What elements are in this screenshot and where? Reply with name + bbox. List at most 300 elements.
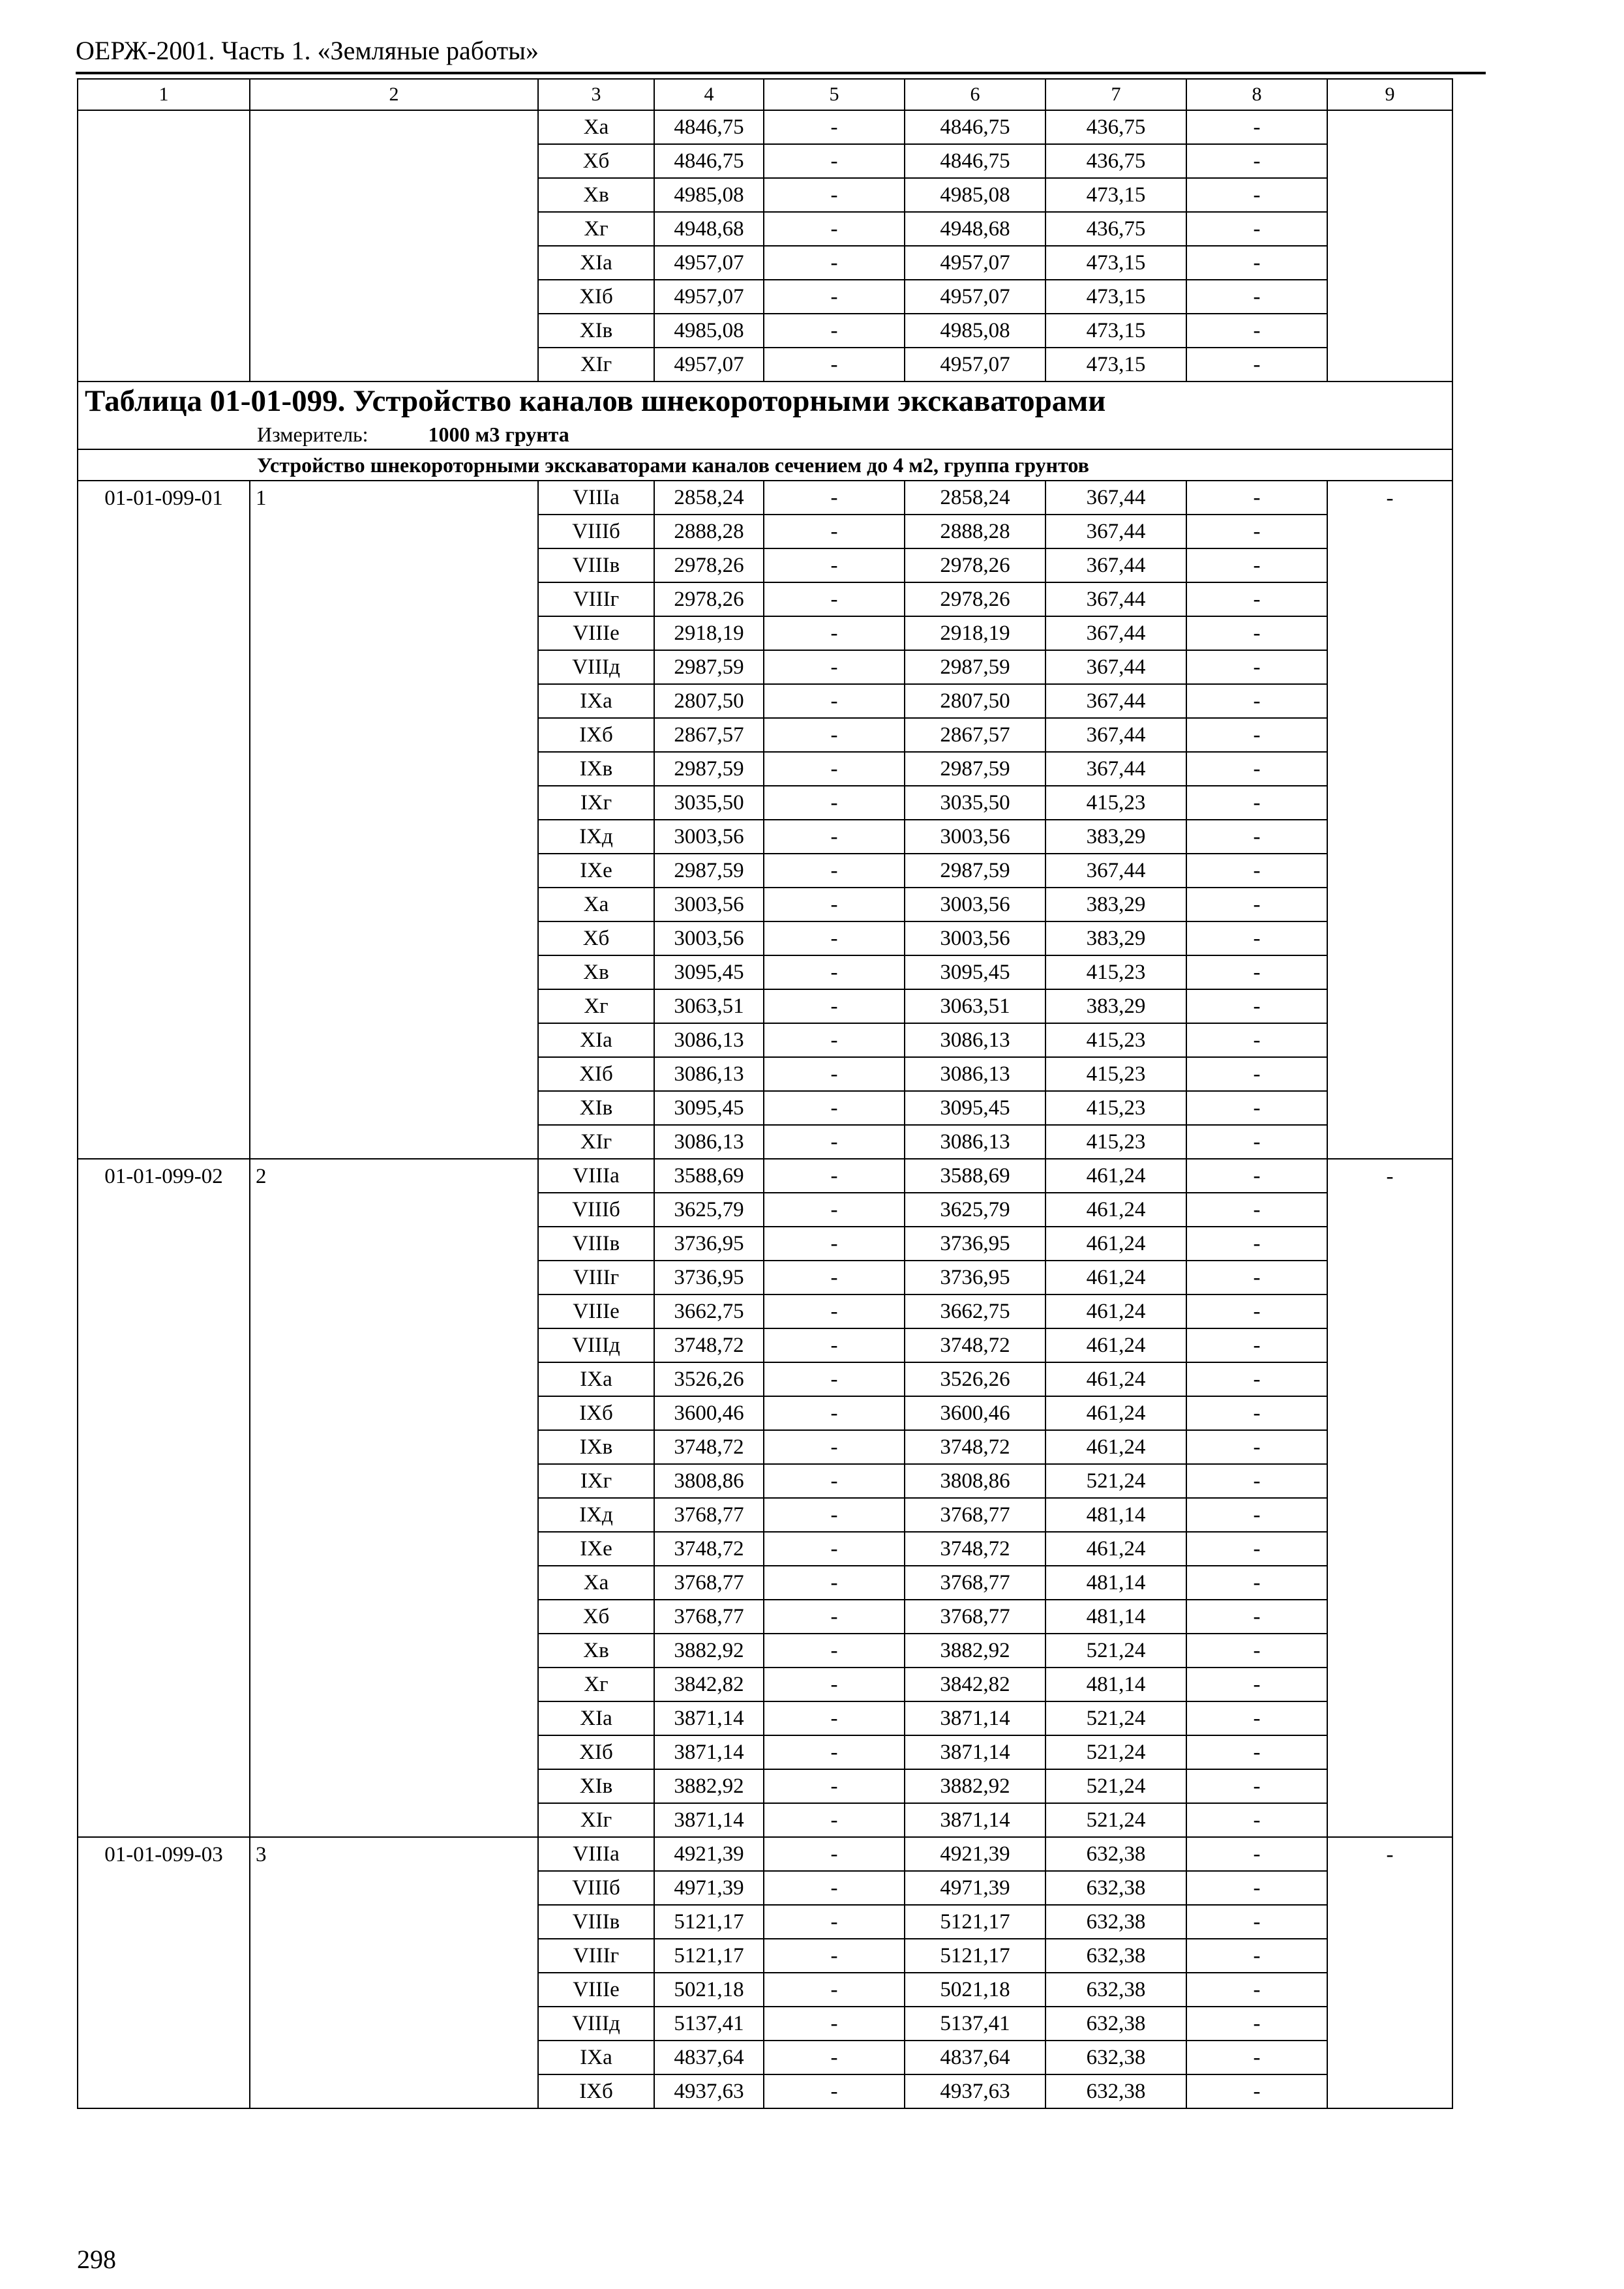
table-row — [78, 1837, 1452, 1871]
unit-label: Измеритель: — [257, 423, 368, 446]
soil-group-cell: IXе — [538, 1532, 654, 1566]
value-col6-cell: 3748,72 — [905, 1328, 1045, 1362]
value-col6-cell: 3600,46 — [905, 1396, 1045, 1430]
column-header-4: 4 — [654, 79, 764, 110]
value-col8-cell: - — [1186, 1973, 1327, 2007]
value-col7-cell: 632,38 — [1045, 2041, 1186, 2074]
soil-group-cell: VIIIб — [538, 1193, 654, 1227]
value-col7-cell: 367,44 — [1045, 854, 1186, 888]
value-col5-cell: - — [764, 1023, 905, 1057]
value-col5-cell: - — [764, 548, 905, 582]
soil-group-cell: VIIIб — [538, 515, 654, 548]
value-col5-cell: - — [764, 1057, 905, 1091]
soil-group-cell: VIIIв — [538, 548, 654, 582]
value-col7-cell: 415,23 — [1045, 786, 1186, 820]
value-col4-cell: 4957,07 — [654, 348, 764, 382]
rates-table — [77, 78, 1453, 2109]
value-col6-cell: 4971,39 — [905, 1871, 1045, 1905]
value-col6-cell: 3871,14 — [905, 1701, 1045, 1735]
value-col4-cell: 2987,59 — [654, 650, 764, 684]
value-col6-cell: 3095,45 — [905, 955, 1045, 989]
value-col4-cell: 2858,24 — [654, 481, 764, 515]
value-col8-cell: - — [1186, 854, 1327, 888]
value-col8-cell: - — [1186, 888, 1327, 921]
soil-group-cell: Xг — [538, 212, 654, 246]
soil-group-cell: XIб — [538, 1735, 654, 1769]
soil-group-cell: Xб — [538, 144, 654, 178]
value-col6-cell: 2858,24 — [905, 481, 1045, 515]
value-col6-cell: 3003,56 — [905, 820, 1045, 854]
value-col5-cell: - — [764, 854, 905, 888]
value-col5-cell: - — [764, 1430, 905, 1464]
column-header-5: 5 — [764, 79, 905, 110]
column-header-2: 2 — [250, 79, 538, 110]
soil-group-cell: Xа — [538, 888, 654, 921]
value-col6-cell: 3588,69 — [905, 1159, 1045, 1193]
soil-group-cell: VIIIа — [538, 1159, 654, 1193]
value-col5-cell: - — [764, 1939, 905, 1973]
value-col4-cell: 4846,75 — [654, 110, 764, 144]
value-col6-cell: 3768,77 — [905, 1566, 1045, 1600]
value-col6-cell: 2978,26 — [905, 548, 1045, 582]
soil-group-cell: VIIIг — [538, 1261, 654, 1294]
blank-name-cell — [250, 110, 538, 382]
soil-group-cell: VIIIа — [538, 481, 654, 515]
column-number-row — [78, 79, 1452, 110]
soil-group-cell: IXб — [538, 1396, 654, 1430]
value-col7-cell: 415,23 — [1045, 955, 1186, 989]
value-col4-cell: 3003,56 — [654, 820, 764, 854]
value-col7-cell: 461,24 — [1045, 1261, 1186, 1294]
table-title-row — [78, 382, 1452, 420]
value-col4-cell: 3086,13 — [654, 1057, 764, 1091]
value-col5-cell: - — [764, 246, 905, 280]
value-col6-cell: 3842,82 — [905, 1668, 1045, 1701]
value-col7-cell: 521,24 — [1045, 1701, 1186, 1735]
value-col6-cell: 3882,92 — [905, 1769, 1045, 1803]
value-col5-cell: - — [764, 1769, 905, 1803]
blank-code-cell — [78, 110, 250, 382]
value-col4-cell: 3736,95 — [654, 1261, 764, 1294]
value-col4-cell: 4957,07 — [654, 280, 764, 314]
soil-group-cell: Xв — [538, 955, 654, 989]
unit-row — [78, 420, 1452, 449]
value-col8-cell: - — [1186, 314, 1327, 348]
soil-group-cell: Xг — [538, 1668, 654, 1701]
value-col7-cell: 461,24 — [1045, 1532, 1186, 1566]
table-row — [78, 1159, 1452, 1193]
value-col7-cell: 367,44 — [1045, 515, 1186, 548]
value-col8-cell: - — [1186, 1871, 1327, 1905]
value-col7-cell: 481,14 — [1045, 1566, 1186, 1600]
value-col8-cell: - — [1186, 718, 1327, 752]
value-col7-cell: 632,38 — [1045, 1973, 1186, 2007]
soil-group-cell: Xв — [538, 1634, 654, 1668]
value-col7-cell: 481,14 — [1045, 1600, 1186, 1634]
value-col4-cell: 3871,14 — [654, 1701, 764, 1735]
value-col7-cell: 632,38 — [1045, 1905, 1186, 1939]
value-col7-cell: 461,24 — [1045, 1294, 1186, 1328]
value-col4-cell: 4948,68 — [654, 212, 764, 246]
value-col7-cell: 367,44 — [1045, 481, 1186, 515]
value-col6-cell: 3808,86 — [905, 1464, 1045, 1498]
value-col7-cell: 632,38 — [1045, 1871, 1186, 1905]
value-col5-cell: - — [764, 1735, 905, 1769]
value-col8-cell: - — [1186, 820, 1327, 854]
value-col4-cell: 4985,08 — [654, 178, 764, 212]
value-col8-cell: - — [1186, 1430, 1327, 1464]
value-col7-cell: 473,15 — [1045, 246, 1186, 280]
value-col6-cell: 5121,17 — [905, 1905, 1045, 1939]
value-col6-cell: 3748,72 — [905, 1430, 1045, 1464]
value-col5-cell: - — [764, 1634, 905, 1668]
group-title: Устройство шнекороторными экскаваторами каналов сечением до 4 м2, группа грунтов — [78, 449, 1452, 481]
soil-group-cell: VIIIд — [538, 1328, 654, 1362]
entry-name: 2 — [250, 1159, 538, 1837]
value-col4-cell: 4846,75 — [654, 144, 764, 178]
value-col6-cell: 3662,75 — [905, 1294, 1045, 1328]
value-col8-cell: - — [1186, 144, 1327, 178]
value-col7-cell: 481,14 — [1045, 1668, 1186, 1701]
value-col8-cell: - — [1186, 1701, 1327, 1735]
value-col8-cell: - — [1186, 1498, 1327, 1532]
entry-code: 01-01-099-03 — [78, 1837, 250, 2108]
value-col7-cell: 367,44 — [1045, 616, 1186, 650]
soil-group-cell: Xб — [538, 921, 654, 955]
soil-group-cell: XIб — [538, 280, 654, 314]
entry-col9: - — [1327, 481, 1452, 1159]
value-col7-cell: 461,24 — [1045, 1328, 1186, 1362]
value-col4-cell: 3588,69 — [654, 1159, 764, 1193]
value-col4-cell: 3871,14 — [654, 1803, 764, 1837]
value-col5-cell: - — [764, 921, 905, 955]
value-col6-cell: 5121,17 — [905, 1939, 1045, 1973]
soil-group-cell: VIIIг — [538, 1939, 654, 1973]
value-col5-cell: - — [764, 1362, 905, 1396]
value-col5-cell: - — [764, 1973, 905, 2007]
value-col7-cell: 367,44 — [1045, 718, 1186, 752]
value-col7-cell: 367,44 — [1045, 650, 1186, 684]
value-col8-cell: - — [1186, 1634, 1327, 1668]
value-col5-cell: - — [764, 1905, 905, 1939]
soil-group-cell: IXе — [538, 854, 654, 888]
soil-group-cell: IXв — [538, 752, 654, 786]
value-col8-cell: - — [1186, 1261, 1327, 1294]
table-row — [78, 481, 1452, 515]
value-col6-cell: 4846,75 — [905, 110, 1045, 144]
value-col6-cell: 3003,56 — [905, 888, 1045, 921]
value-col8-cell: - — [1186, 1939, 1327, 1973]
page-number: 298 — [77, 2245, 116, 2274]
value-col7-cell: 415,23 — [1045, 1125, 1186, 1159]
value-col7-cell: 461,24 — [1045, 1362, 1186, 1396]
value-col7-cell: 367,44 — [1045, 684, 1186, 718]
value-col4-cell: 2987,59 — [654, 854, 764, 888]
value-col4-cell: 3748,72 — [654, 1532, 764, 1566]
value-col8-cell: - — [1186, 548, 1327, 582]
soil-group-cell: XIг — [538, 348, 654, 382]
value-col5-cell: - — [764, 2074, 905, 2108]
value-col4-cell: 3748,72 — [654, 1430, 764, 1464]
value-col4-cell: 3871,14 — [654, 1735, 764, 1769]
value-col4-cell: 3842,82 — [654, 1668, 764, 1701]
value-col4-cell: 3095,45 — [654, 955, 764, 989]
value-col8-cell: - — [1186, 684, 1327, 718]
value-col6-cell: 2987,59 — [905, 854, 1045, 888]
value-col5-cell: - — [764, 178, 905, 212]
value-col8-cell: - — [1186, 650, 1327, 684]
value-col8-cell: - — [1186, 1905, 1327, 1939]
value-col5-cell: - — [764, 752, 905, 786]
soil-group-cell: XIг — [538, 1803, 654, 1837]
value-col8-cell: - — [1186, 1668, 1327, 1701]
value-col4-cell: 4921,39 — [654, 1837, 764, 1871]
value-col8-cell: - — [1186, 1023, 1327, 1057]
value-col7-cell: 383,29 — [1045, 921, 1186, 955]
value-col8-cell: - — [1186, 348, 1327, 382]
soil-group-cell: IXа — [538, 684, 654, 718]
value-col6-cell: 3035,50 — [905, 786, 1045, 820]
value-col6-cell: 4948,68 — [905, 212, 1045, 246]
value-col8-cell: - — [1186, 1227, 1327, 1261]
value-col5-cell: - — [764, 1464, 905, 1498]
value-col5-cell: - — [764, 314, 905, 348]
value-col4-cell: 4937,63 — [654, 2074, 764, 2108]
value-col4-cell: 3063,51 — [654, 989, 764, 1023]
soil-group-cell: Xб — [538, 1600, 654, 1634]
value-col8-cell: - — [1186, 1837, 1327, 1871]
value-col5-cell: - — [764, 515, 905, 548]
value-col7-cell: 383,29 — [1045, 820, 1186, 854]
value-col6-cell: 3882,92 — [905, 1634, 1045, 1668]
value-col6-cell: 3086,13 — [905, 1023, 1045, 1057]
value-col6-cell: 3871,14 — [905, 1803, 1045, 1837]
value-col5-cell: - — [764, 1701, 905, 1735]
value-col8-cell: - — [1186, 752, 1327, 786]
value-col8-cell: - — [1186, 2041, 1327, 2074]
value-col4-cell: 3808,86 — [654, 1464, 764, 1498]
soil-group-cell: XIв — [538, 1769, 654, 1803]
value-col4-cell: 3736,95 — [654, 1227, 764, 1261]
value-col7-cell: 521,24 — [1045, 1634, 1186, 1668]
value-col8-cell: - — [1186, 1803, 1327, 1837]
column-header-3: 3 — [538, 79, 654, 110]
column-header-7: 7 — [1045, 79, 1186, 110]
value-col4-cell: 3095,45 — [654, 1091, 764, 1125]
value-col6-cell: 4921,39 — [905, 1837, 1045, 1871]
rates-table-body — [78, 79, 1452, 2108]
value-col7-cell: 473,15 — [1045, 280, 1186, 314]
value-col8-cell: - — [1186, 1057, 1327, 1091]
value-col6-cell: 2987,59 — [905, 650, 1045, 684]
soil-group-cell: IXв — [538, 1430, 654, 1464]
value-col5-cell: - — [764, 582, 905, 616]
value-col5-cell: - — [764, 1566, 905, 1600]
value-col4-cell: 3768,77 — [654, 1600, 764, 1634]
value-col5-cell: - — [764, 1159, 905, 1193]
soil-group-cell: VIIIе — [538, 1973, 654, 2007]
value-col8-cell: - — [1186, 212, 1327, 246]
value-col5-cell: - — [764, 144, 905, 178]
entry-name: 3 — [250, 1837, 538, 2108]
value-col7-cell: 521,24 — [1045, 1769, 1186, 1803]
value-col4-cell: 3662,75 — [654, 1294, 764, 1328]
value-col8-cell: - — [1186, 786, 1327, 820]
value-col4-cell: 4985,08 — [654, 314, 764, 348]
value-col4-cell: 2867,57 — [654, 718, 764, 752]
value-col6-cell: 5137,41 — [905, 2007, 1045, 2041]
value-col4-cell: 3882,92 — [654, 1769, 764, 1803]
value-col6-cell: 3086,13 — [905, 1125, 1045, 1159]
soil-group-cell: VIIIд — [538, 650, 654, 684]
value-col4-cell: 2978,26 — [654, 582, 764, 616]
value-col6-cell: 2867,57 — [905, 718, 1045, 752]
value-col4-cell: 3086,13 — [654, 1125, 764, 1159]
value-col6-cell: 4985,08 — [905, 314, 1045, 348]
soil-group-cell: IXд — [538, 1498, 654, 1532]
value-col8-cell: - — [1186, 1532, 1327, 1566]
value-col5-cell: - — [764, 616, 905, 650]
value-col4-cell: 5121,17 — [654, 1939, 764, 1973]
value-col8-cell: - — [1186, 1600, 1327, 1634]
value-col8-cell: - — [1186, 1362, 1327, 1396]
value-col7-cell: 367,44 — [1045, 752, 1186, 786]
value-col5-cell: - — [764, 1668, 905, 1701]
soil-group-cell: IXг — [538, 786, 654, 820]
value-col4-cell: 3882,92 — [654, 1634, 764, 1668]
value-col8-cell: - — [1186, 1566, 1327, 1600]
value-col8-cell: - — [1186, 110, 1327, 144]
value-col5-cell: - — [764, 820, 905, 854]
value-col4-cell: 5021,18 — [654, 1973, 764, 2007]
value-col6-cell: 4957,07 — [905, 246, 1045, 280]
value-col6-cell: 4846,75 — [905, 144, 1045, 178]
value-col4-cell: 5137,41 — [654, 2007, 764, 2041]
value-col5-cell: - — [764, 718, 905, 752]
value-col4-cell: 3768,77 — [654, 1498, 764, 1532]
soil-group-cell: IXа — [538, 1362, 654, 1396]
value-col4-cell: 3086,13 — [654, 1023, 764, 1057]
value-col7-cell: 367,44 — [1045, 548, 1186, 582]
value-col7-cell: 632,38 — [1045, 2007, 1186, 2041]
soil-group-cell: IXа — [538, 2041, 654, 2074]
value-col6-cell: 2918,19 — [905, 616, 1045, 650]
value-col5-cell: - — [764, 1871, 905, 1905]
value-col8-cell: - — [1186, 1396, 1327, 1430]
soil-group-cell: XIб — [538, 1057, 654, 1091]
header-rule — [76, 72, 1486, 74]
value-col5-cell: - — [764, 2007, 905, 2041]
value-col4-cell: 2918,19 — [654, 616, 764, 650]
value-col8-cell: - — [1186, 1735, 1327, 1769]
value-col5-cell: - — [764, 2041, 905, 2074]
soil-group-cell: VIIIд — [538, 2007, 654, 2041]
value-col5-cell: - — [764, 1498, 905, 1532]
value-col5-cell: - — [764, 1803, 905, 1837]
value-col6-cell: 3095,45 — [905, 1091, 1045, 1125]
soil-group-cell: VIIIа — [538, 1837, 654, 1871]
value-col8-cell: - — [1186, 481, 1327, 515]
value-col4-cell: 3600,46 — [654, 1396, 764, 1430]
value-col8-cell: - — [1186, 921, 1327, 955]
value-col7-cell: 461,24 — [1045, 1430, 1186, 1464]
value-col7-cell: 415,23 — [1045, 1023, 1186, 1057]
value-col7-cell: 436,75 — [1045, 212, 1186, 246]
value-col6-cell: 3526,26 — [905, 1362, 1045, 1396]
value-col7-cell: 632,38 — [1045, 1837, 1186, 1871]
table-title: Таблица 01-01-099. Устройство каналов шнекороторными экскаваторами — [78, 382, 1452, 420]
soil-group-cell: VIIIб — [538, 1871, 654, 1905]
value-col6-cell: 5021,18 — [905, 1973, 1045, 2007]
value-col6-cell: 2978,26 — [905, 582, 1045, 616]
value-col8-cell: - — [1186, 1464, 1327, 1498]
soil-group-cell: XIв — [538, 1091, 654, 1125]
value-col7-cell: 383,29 — [1045, 888, 1186, 921]
value-col6-cell: 4837,64 — [905, 2041, 1045, 2074]
value-col8-cell: - — [1186, 1769, 1327, 1803]
value-col4-cell: 3768,77 — [654, 1566, 764, 1600]
value-col7-cell: 436,75 — [1045, 110, 1186, 144]
value-col6-cell: 2987,59 — [905, 752, 1045, 786]
value-col7-cell: 461,24 — [1045, 1396, 1186, 1430]
value-col8-cell: - — [1186, 616, 1327, 650]
soil-group-cell: Xг — [538, 989, 654, 1023]
entry-code: 01-01-099-01 — [78, 481, 250, 1159]
value-col7-cell: 521,24 — [1045, 1464, 1186, 1498]
value-col5-cell: - — [764, 1600, 905, 1634]
value-col8-cell: - — [1186, 955, 1327, 989]
value-col5-cell: - — [764, 684, 905, 718]
value-col7-cell: 473,15 — [1045, 314, 1186, 348]
value-col5-cell: - — [764, 1837, 905, 1871]
value-col5-cell: - — [764, 1193, 905, 1227]
value-col7-cell: 461,24 — [1045, 1159, 1186, 1193]
value-col5-cell: - — [764, 955, 905, 989]
soil-group-cell: IXб — [538, 718, 654, 752]
value-col8-cell: - — [1186, 1328, 1327, 1362]
value-col7-cell: 473,15 — [1045, 178, 1186, 212]
value-col8-cell: - — [1186, 280, 1327, 314]
value-col6-cell: 4957,07 — [905, 348, 1045, 382]
value-col8-cell: - — [1186, 1193, 1327, 1227]
value-col8-cell: - — [1186, 1159, 1327, 1193]
value-col7-cell: 521,24 — [1045, 1735, 1186, 1769]
value-col5-cell: - — [764, 1261, 905, 1294]
value-col6-cell: 2888,28 — [905, 515, 1045, 548]
value-col5-cell: - — [764, 110, 905, 144]
value-col4-cell: 3748,72 — [654, 1328, 764, 1362]
soil-group-cell: VIIIв — [538, 1227, 654, 1261]
value-col6-cell: 3063,51 — [905, 989, 1045, 1023]
entry-name: 1 — [250, 481, 538, 1159]
soil-group-cell: XIа — [538, 1023, 654, 1057]
soil-group-cell: IXг — [538, 1464, 654, 1498]
value-col8-cell: - — [1186, 2007, 1327, 2041]
value-col8-cell: - — [1186, 246, 1327, 280]
value-col7-cell: 415,23 — [1045, 1091, 1186, 1125]
value-col6-cell: 4985,08 — [905, 178, 1045, 212]
value-col4-cell: 2807,50 — [654, 684, 764, 718]
value-col4-cell: 3035,50 — [654, 786, 764, 820]
soil-group-cell: Xа — [538, 1566, 654, 1600]
column-header-1: 1 — [78, 79, 250, 110]
blank-col9-cell — [1327, 110, 1452, 382]
table-row — [78, 110, 1452, 144]
value-col5-cell: - — [764, 1396, 905, 1430]
value-col6-cell: 3625,79 — [905, 1193, 1045, 1227]
value-col4-cell: 3003,56 — [654, 888, 764, 921]
value-col6-cell: 4937,63 — [905, 2074, 1045, 2108]
